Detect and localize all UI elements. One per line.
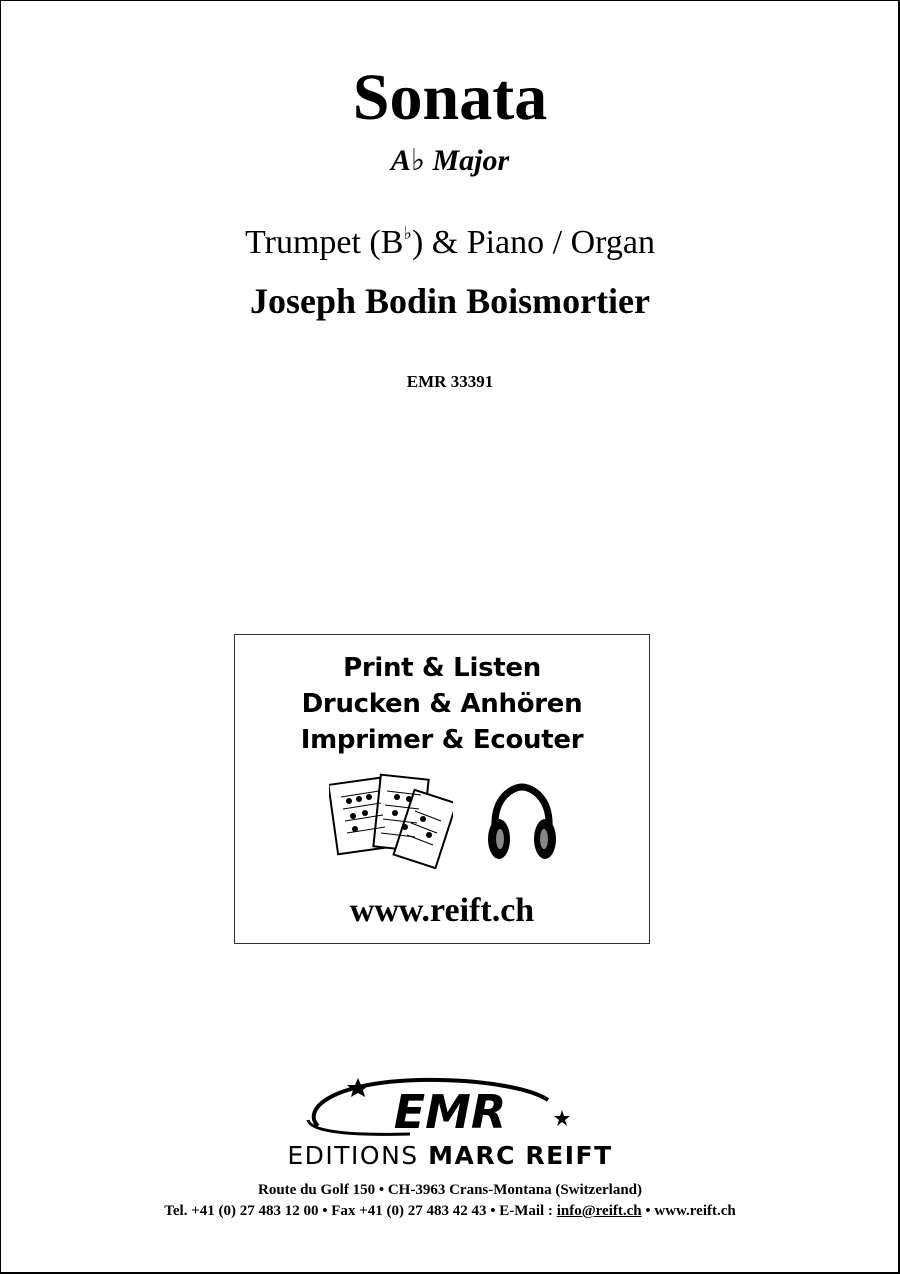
publisher-name-part2: MARC: [428, 1141, 516, 1170]
email-link[interactable]: info@reift.ch: [556, 1203, 642, 1219]
publisher-name: [0, 1140, 900, 1172]
key-signature: A♭ Major: [390, 144, 510, 177]
publisher-contact: [0, 1201, 900, 1221]
instrumentation-suffix: ) & Piano / Organ: [411, 224, 655, 261]
score-title: Sonata: [352, 61, 548, 134]
sheet-music-icon: [329, 771, 453, 869]
instrumentation: [0, 212, 900, 264]
promo-line-english: Print & Listen: [343, 653, 541, 683]
print-listen-box: [234, 634, 650, 944]
publisher-address: Route du Golf 150 • CH-3963 Crans-Montana (Switzerland): [258, 1182, 642, 1198]
promo-url[interactable]: www.reift.ch: [349, 892, 535, 929]
publisher-name-part3: REIFT: [525, 1141, 613, 1170]
logo-text: EMR: [393, 1085, 507, 1139]
contact-website: • www.reift.ch: [641, 1203, 736, 1219]
catalog-number: EMR 33391: [406, 372, 494, 391]
headphones-icon: [485, 781, 559, 865]
publisher-name-part1: EDITIONS: [287, 1141, 419, 1170]
promo-line-german: Drucken & Anhören: [301, 689, 583, 719]
instrumentation-prefix: Trumpet (B: [245, 224, 404, 261]
flat-sign: ♭: [403, 223, 412, 243]
promo-line-french: Imprimer & Ecouter: [300, 725, 584, 755]
contact-phone-fax: Tel. +41 (0) 27 483 12 00 • Fax +41 (0) 27 483 42 43 • E-Mail :: [164, 1203, 557, 1219]
emr-logo: [300, 1074, 580, 1140]
composer-name: Joseph Bodin Boismortier: [249, 281, 651, 321]
